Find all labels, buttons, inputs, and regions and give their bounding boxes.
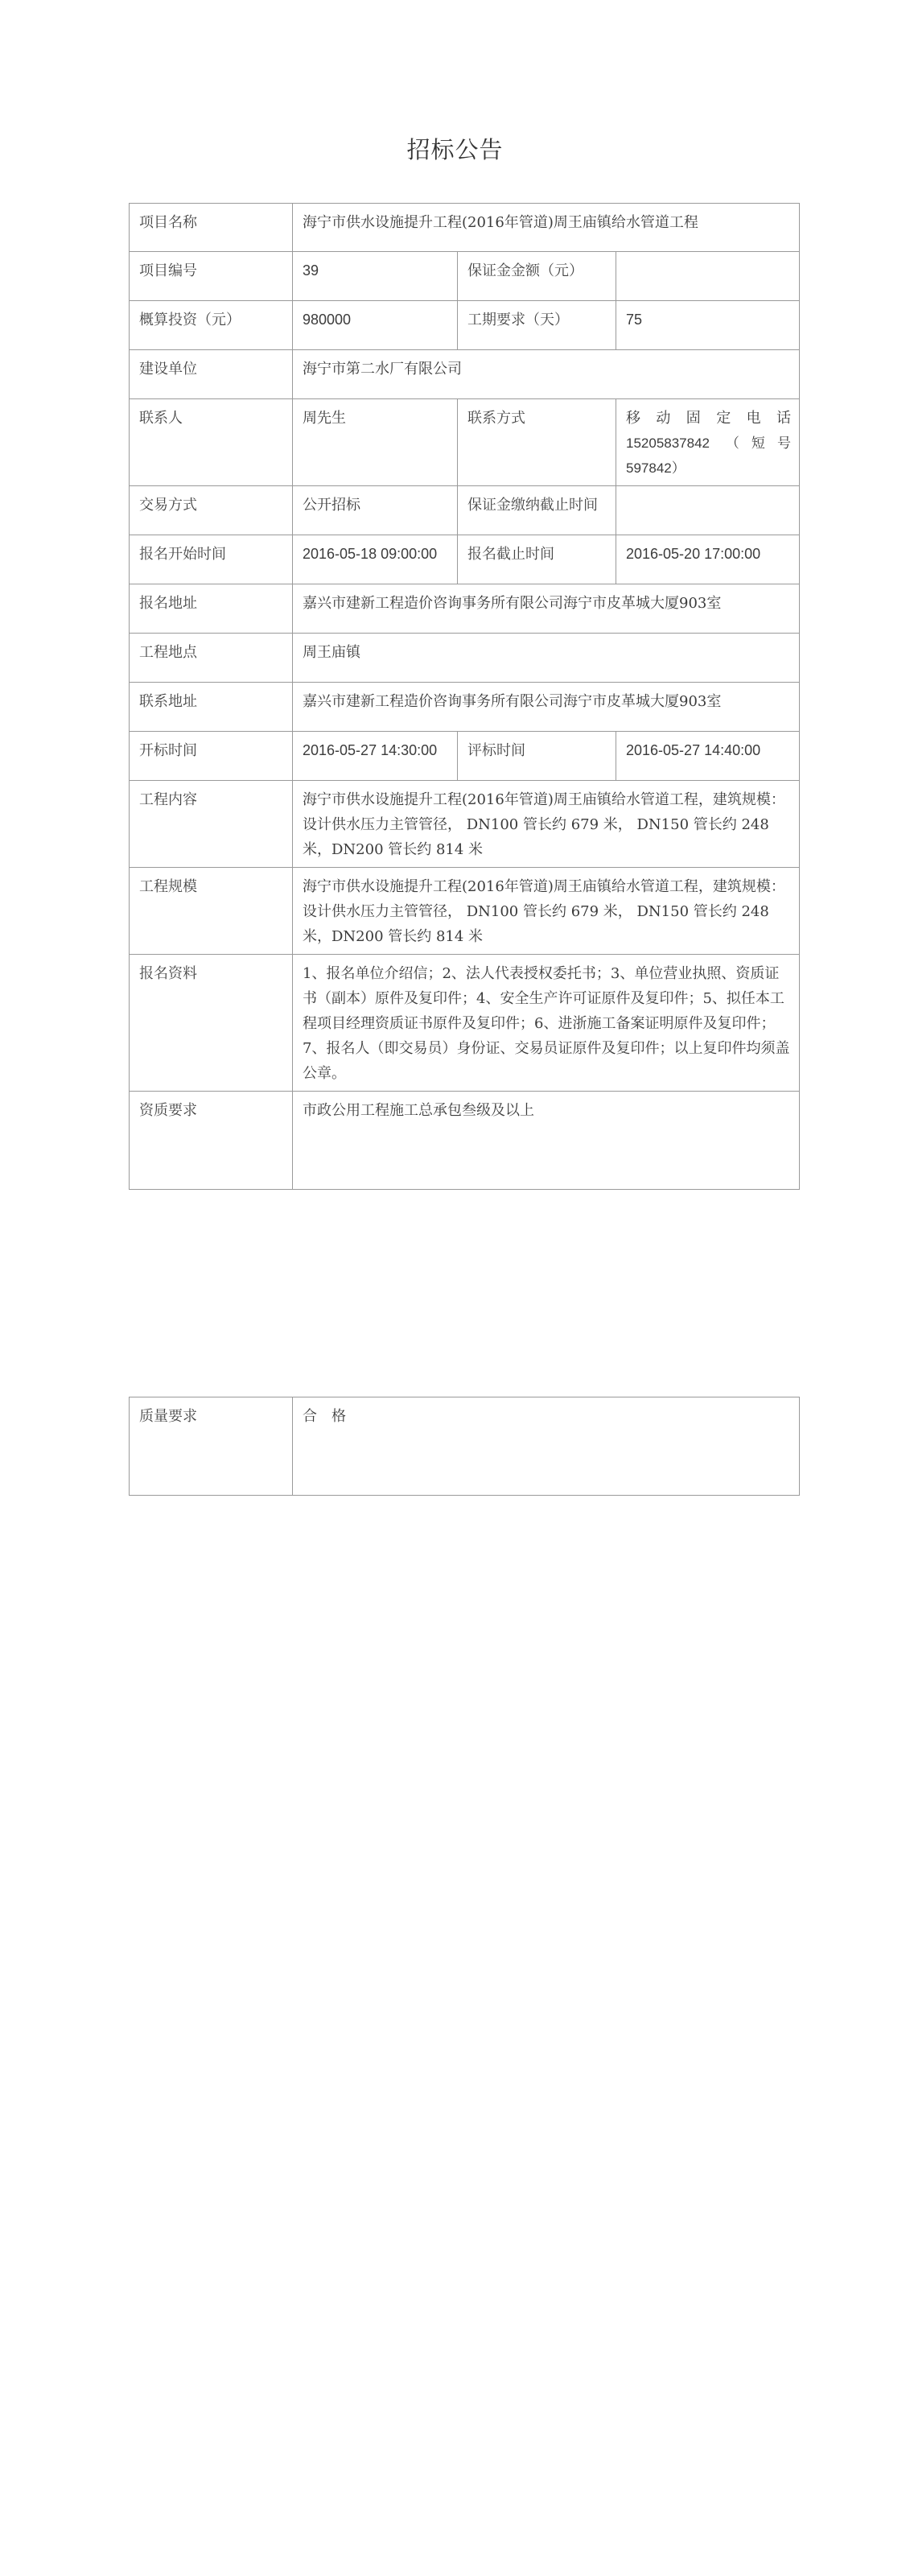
signup-address-value: 嘉兴市建新工程造价咨询事务所有限公司海宁市皮革城大厦903室 — [293, 584, 800, 634]
contact-address-value: 嘉兴市建新工程造价咨询事务所有限公司海宁市皮革城大厦903室 — [293, 683, 800, 732]
row-trade — [130, 486, 800, 535]
deposit-deadline-label: 保证金缴纳截止时间 — [458, 486, 616, 535]
builder-value: 海宁市第二水厂有限公司 — [293, 350, 800, 399]
contact-method-line2: 15205837842 （短号 — [626, 436, 792, 451]
quality-value: 合 格 — [293, 1397, 800, 1496]
row-qualification — [130, 1092, 800, 1190]
trade-method-value: 公开招标 — [293, 486, 458, 535]
contact-method-line3: 597842） — [626, 460, 686, 476]
signup-start-label: 报名开始时间 — [130, 535, 293, 584]
row-open-time — [130, 732, 800, 781]
open-time-value: 2016-05-27 14:30:00 — [293, 732, 458, 781]
site-label: 工程地点 — [130, 634, 293, 683]
site-value: 周王庙镇 — [293, 634, 800, 683]
row-scale — [130, 868, 800, 955]
row-signup-address — [130, 584, 800, 634]
signup-start-value: 2016-05-18 09:00:00 — [293, 535, 458, 584]
qualification-value: 市政公用工程施工总承包叁级及以上 — [293, 1092, 800, 1190]
materials-label: 报名资料 — [130, 955, 293, 1092]
content-label: 工程内容 — [130, 781, 293, 868]
row-signup-time — [130, 535, 800, 584]
contact-method-label: 联系方式 — [458, 399, 616, 486]
budget-value: 980000 — [293, 301, 458, 350]
row-project-name — [130, 204, 800, 252]
duration-label: 工期要求（天） — [458, 301, 616, 350]
page-title: 招标公告 — [406, 136, 504, 163]
materials-value: 1、报名单位介绍信；2、法人代表授权委托书；3、单位营业执照、资质证书（副本）原件及复印件；4、安全生产许可证原件及复印件；5、拟任本工程项目经理资质证书原件及复印件；6、进浙施工备案证明原件及复印件； 7、报名人（即交易员）身份证、交易员证原件及复印件；以上复印件均须盖公章。 — [293, 955, 800, 1092]
project-no-label: 项目编号 — [130, 252, 293, 301]
row-contact — [130, 399, 800, 486]
deposit-label: 保证金金额（元） — [458, 252, 616, 301]
tender-info-table — [129, 203, 800, 1190]
budget-label: 概算投资（元） — [130, 301, 293, 350]
contact-address-label: 联系地址 — [130, 683, 293, 732]
row-content — [130, 781, 800, 868]
eval-time-value: 2016-05-27 14:40:00 — [616, 732, 800, 781]
content-value: 海宁市供水设施提升工程(2016年管道)周王庙镇给水管道工程，建筑规模：设计供水压力主管管径， DN100 管长约 679 米， DN150 管长约 248 米，DN200 管长约 814 米 — [293, 781, 800, 868]
scale-value: 海宁市供水设施提升工程(2016年管道)周王庙镇给水管道工程，建筑规模：设计供水压力主管管径， DN100 管长约 679 米， DN150 管长约 248 米，DN200 管长约 814 米 — [293, 868, 800, 955]
trade-method-label: 交易方式 — [130, 486, 293, 535]
row-builder — [130, 350, 800, 399]
duration-value: 75 — [616, 301, 800, 350]
row-budget — [130, 301, 800, 350]
signup-address-label: 报名地址 — [130, 584, 293, 634]
row-project-no — [130, 252, 800, 301]
builder-label: 建设单位 — [130, 350, 293, 399]
row-quality — [130, 1397, 800, 1496]
contact-method-value — [616, 399, 800, 486]
quality-label: 质量要求 — [130, 1397, 293, 1496]
deposit-value — [616, 252, 800, 301]
row-materials — [130, 955, 800, 1092]
row-contact-address — [130, 683, 800, 732]
quality-table — [129, 1397, 800, 1496]
signup-end-value: 2016-05-20 17:00:00 — [616, 535, 800, 584]
deposit-deadline-value — [616, 486, 800, 535]
qualification-label: 资质要求 — [130, 1092, 293, 1190]
eval-time-label: 评标时间 — [458, 732, 616, 781]
project-name-value: 海宁市供水设施提升工程(2016年管道)周王庙镇给水管道工程 — [293, 204, 800, 252]
scale-label: 工程规模 — [130, 868, 293, 955]
signup-end-label: 报名截止时间 — [458, 535, 616, 584]
open-time-label: 开标时间 — [130, 732, 293, 781]
project-name-label: 项目名称 — [130, 204, 293, 252]
contact-person-value: 周先生 — [293, 399, 458, 486]
project-no-value: 39 — [293, 252, 458, 301]
contact-person-label: 联系人 — [130, 399, 293, 486]
contact-method-line1: 移动固定电话 — [626, 410, 792, 427]
row-site — [130, 634, 800, 683]
